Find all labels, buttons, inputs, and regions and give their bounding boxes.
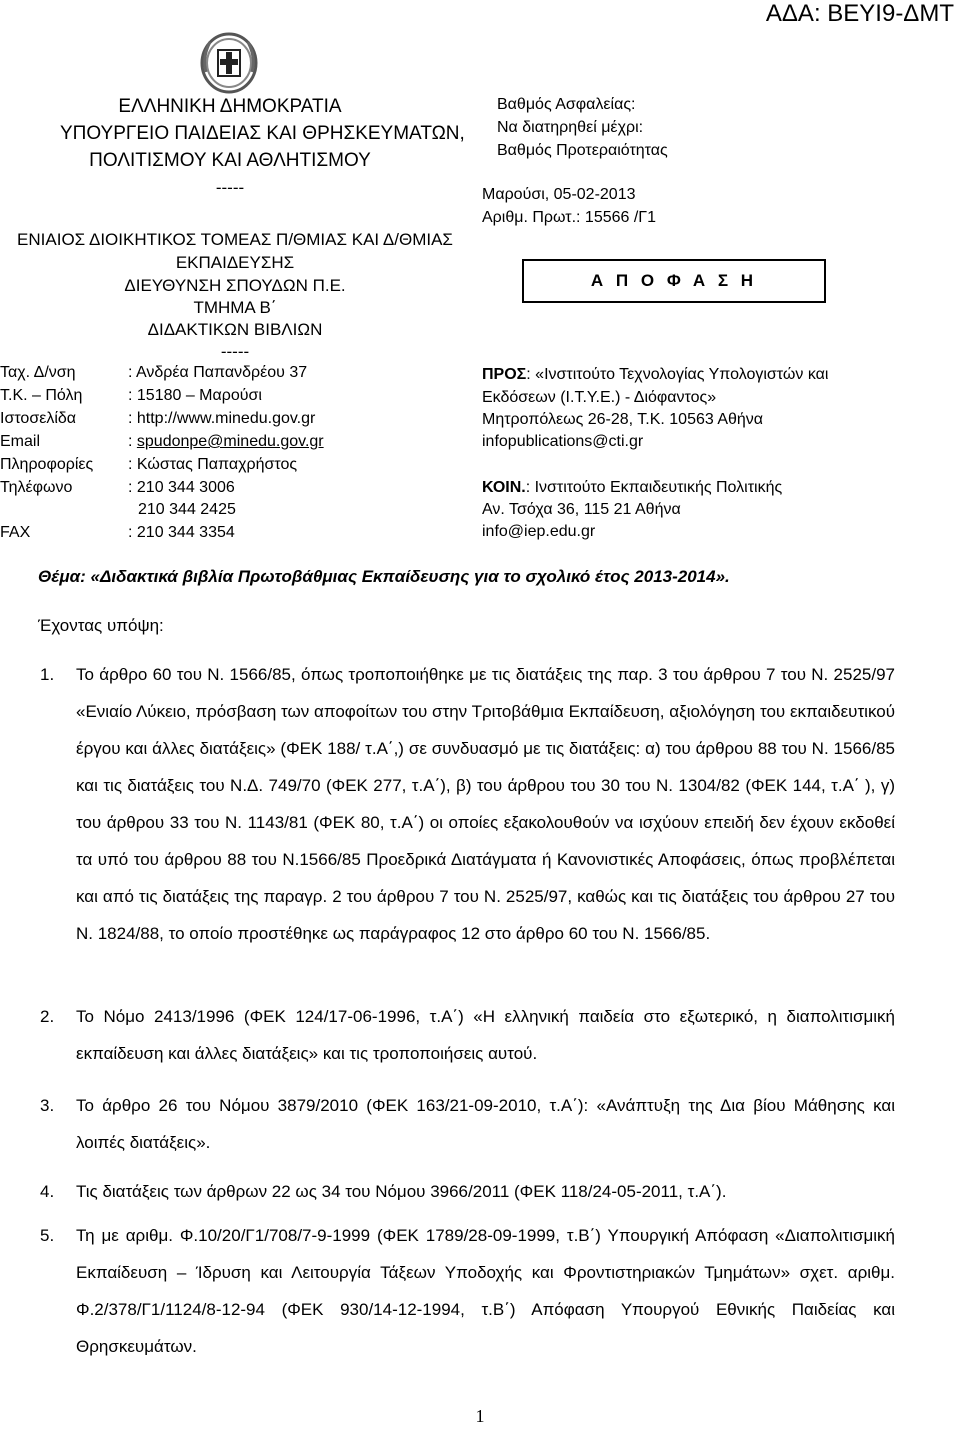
contact-label: Πληροφορίες — [0, 456, 94, 473]
header-line-5: ΕΚΠΑΙΔΕΥΣΗΣ — [175, 253, 295, 272]
contact-label: Τ.Κ. – Πόλη — [0, 387, 83, 404]
list-item-number: 1. — [40, 665, 55, 684]
contact-address — [0, 364, 307, 382]
date-line: Μαρούσι, 05-02-2013 — [482, 186, 636, 203]
header-line-8: ΔΙΔΑΚΤΙΚΩΝ ΒΙΒΛΙΩΝ — [147, 320, 323, 339]
list-item-number: 2. — [40, 1007, 55, 1026]
list-item-number: 5. — [40, 1226, 55, 1245]
cc-line-1 — [482, 479, 782, 497]
contact-email: Email : spudonpe@minedu.gov.gr — [0, 433, 324, 450]
contact-postcode — [0, 387, 262, 405]
email-link[interactable]: spudonpe@minedu.gov.gr — [136, 433, 324, 450]
contact-label: Email — [0, 433, 41, 450]
keep-until: Να διατηρηθεί μέχρι: — [497, 119, 644, 136]
recipient-line-3: Μητροπόλεως 26-28, Τ.Κ. 10563 Αθήνα — [482, 411, 764, 428]
header-separator-2: ----- — [220, 342, 250, 361]
contact-phone-2 — [0, 501, 236, 519]
list-item — [40, 1087, 895, 1161]
header-line-7: ΤΜΗΜΑ Β΄ — [193, 298, 277, 317]
ada-code: ΑΔΑ: ΒΕΥΙ9-ΔΜΤ — [765, 0, 954, 27]
contact-fax — [0, 524, 235, 542]
contact-phone — [0, 479, 235, 497]
header-line-2: ΥΠΟΥΡΓΕΙΟ ΠΑΙΔΕΙΑΣ ΚΑΙ ΘΡΗΣΚΕΥΜΑΤΩΝ, — [60, 123, 465, 144]
contact-value: : 210 344 3006 — [128, 479, 235, 496]
contact-value: : 15180 – Μαρούσι — [128, 387, 262, 404]
contact-label: Τηλέφωνο — [0, 479, 73, 496]
contact-label: Ιστοσελίδα — [0, 410, 77, 427]
contact-label: Ταχ. Δ/νση — [0, 364, 76, 381]
recipient-line-1 — [482, 366, 828, 384]
header-line-1: ΕΛΛΗΝΙΚΗ ΔΗΜΟΚΡΑΤΙΑ — [118, 96, 342, 117]
list-item — [40, 998, 895, 1072]
contact-info-person — [0, 456, 297, 474]
protocol-number: Αριθμ. Πρωτ.: 15566 /Γ1 — [482, 209, 657, 226]
priority-level: Βαθμός Προτεραιότητας — [497, 142, 668, 159]
greek-emblem-icon — [200, 32, 258, 94]
list-item-text: Το άρθρο 60 του Ν. 1566/85, όπως τροποποιήθηκε με τις διατάξεις της παρ. 3 του άρθρου 7 του Ν. 2525/97 «Ενιαίο Λύκειο, πρόσβαση των αποφοίτων του στην Τριτοβάθμια Εκπαίδευση, αξιολόγηση του εκπαιδευτικού έργου και άλλες διατάξεις» (ΦΕΚ 188/ τ.Α΄,) σε συνδυασμό με τις διατάξεις: α) του άρθρου 88 του Ν. 1566/85 και τις διατάξεις του Ν.Δ. 749/70 (ΦΕΚ 277, τ.Α΄), β) του άρθρου του 30 του Ν. 1304/82 (ΦΕΚ 144, τ.Α΄ ), γ) του άρθρου 33 του Ν. 1143/81 (ΦΕΚ 80, τ.Α΄) οι οποίες εξακολουθούν να ισχύουν επειδή δεν έχουν εκδοθεί τα υπό του άρθρου 88 του Ν.1566/85 Προεδρικά Διατάγματα ή Κανονιστικές Αποφάσεις, όπως προβλέπεται και από τις διατάξεις της παραγρ. 2 του άρθρου 7 του Ν. 2525/97, καθώς και τις διατάξεις του άρθρου 27 του Ν. 1824/88, το οποίο προστέθηκε ως παράγραφος 12 στο άρθρο 60 του Ν. 1566/85. — [76, 665, 895, 943]
recipient-line-2: Εκδόσεων (Ι.Τ.Υ.Ε.) - Διόφαντος» — [482, 389, 717, 406]
recipient-name: : «Ινστιτούτο Τεχνολογίας Υπολογιστών και — [526, 366, 829, 383]
contact-value: : Κώστας Παπαχρήστος — [128, 456, 298, 473]
list-item — [40, 1217, 895, 1365]
recipient-line-4: infopublications@cti.gr — [482, 433, 644, 450]
header-line-6: ΔΙΕΥΘΥΝΣΗ ΣΠΟΥΔΩΝ Π.Ε. — [124, 276, 346, 295]
list-item-text: Τη με αριθμ. Φ.10/20/Γ1/708/7-9-1999 (ΦΕΚ 1789/28-09-1999, τ.Β΄) Υπουργική Απόφαση «Διαπολιτισμική Εκπαίδευση – Ίδρυση και Λειτουργία Τάξεων Υποδοχής και Φροντιστηριακών Τμημάτων» σχετ. αριθμ. Φ.2/378/Γ1/1124/8-12-94 (ΦΕΚ 930/14-12-1994, τ.Β΄) Απόφαση Υπουργού Εθνικής Παιδείας και Θρησκευμάτων. — [76, 1226, 895, 1356]
list-item-number: 3. — [40, 1096, 55, 1115]
contact-value: : Ανδρέα Παπανδρέου 37 — [128, 364, 308, 381]
list-item-text: Το Νόμο 2413/1996 (ΦΕΚ 124/17-06-1996, τ.Α΄) «Η ελληνική παιδεία στο εξωτερικό, η διαπολιτισμική εκπαίδευση και άλλες διατάξεις» και τις τροποποιήσεις αυτού. — [76, 1007, 895, 1063]
header-separator-1: ----- — [215, 178, 245, 197]
header-line-4: ΕΝΙΑΙΟΣ ΔΙΟΙΚΗΤΙΚΟΣ ΤΟΜΕΑΣ Π/ΘΜΙΑΣ ΚΑΙ Δ/ΘΜΙΑΣ — [17, 230, 453, 249]
page-number: 1 — [475, 1406, 485, 1426]
cc-label: ΚΟΙΝ. — [482, 479, 526, 496]
cc-line-2: Αν. Τσόχα 36, 115 21 Αθήνα — [482, 501, 681, 518]
contact-label: FAX — [0, 524, 31, 541]
subject-line: Θέμα: «Διδακτικά βιβλία Πρωτοβάθμιας Εκπαίδευσης για το σχολικό έτος 2013-2014». — [38, 567, 730, 586]
recipient-label: ΠΡΟΣ — [482, 366, 527, 383]
contact-value: : 210 344 3354 — [128, 524, 235, 541]
considering-heading: Έχοντας υπόψη: — [38, 616, 164, 635]
list-item-text: Το άρθρο 26 του Νόμου 3879/2010 (ΦΕΚ 163/21-09-2010, τ.Α΄): «Ανάπτυξη της Δια βίου Μάθησης και λοιπές διατάξεις». — [76, 1096, 895, 1152]
header-line-3: ΠΟΛΙΤΙΣΜΟΥ ΚΑΙ ΑΘΛΗΤΙΣΜΟΥ — [89, 150, 371, 171]
decision-title: Α Π Ο Φ Α Σ Η — [522, 259, 826, 303]
cc-line-3: info@iep.edu.gr — [482, 523, 596, 540]
cc-name: : Ινστιτούτο Εκπαιδευτικής Πολιτικής — [525, 479, 783, 496]
security-level: Βαθμός Ασφαλείας: — [497, 96, 636, 113]
list-item-number: 4. — [40, 1182, 55, 1201]
list-item-text: Τις διατάξεις των άρθρων 22 ως 34 του Νόμου 3966/2011 (ΦΕΚ 118/24-05-2011, τ.Α΄). — [76, 1182, 727, 1201]
website-text: : http://www.minedu.gov.gr — [128, 410, 316, 427]
contact-website — [0, 410, 315, 428]
list-item — [40, 1173, 895, 1210]
list-item — [40, 656, 895, 952]
contact-value: 210 344 2425 — [138, 501, 236, 518]
